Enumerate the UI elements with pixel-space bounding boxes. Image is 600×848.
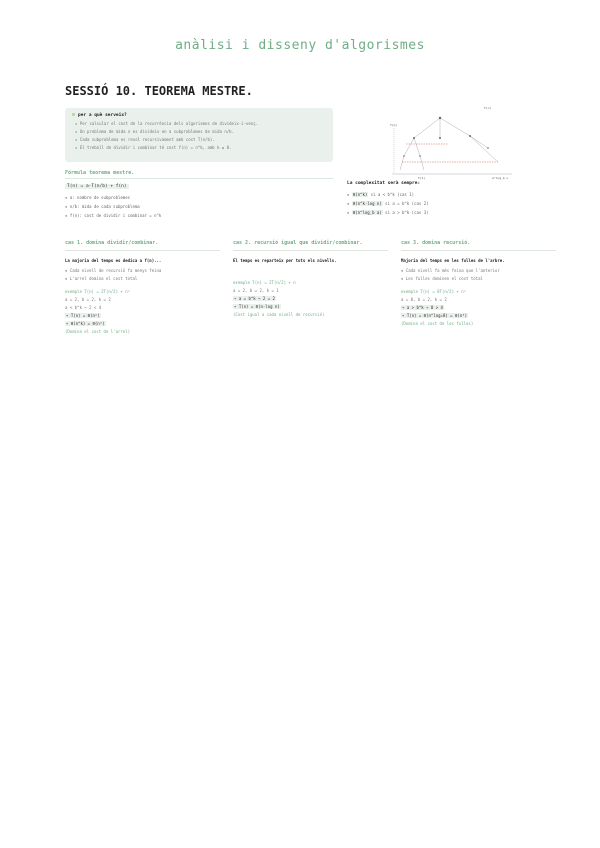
case-step: a = 8, b = 2, k = 2 xyxy=(401,297,447,302)
divider xyxy=(401,250,556,251)
case-step: a = 2, b = 2, k = 1 xyxy=(233,288,279,293)
case-2-conclusion: (Cost igual a cada nivell de recursió) xyxy=(233,312,325,317)
complexity-case: Θ(n^k·log n) xyxy=(352,201,382,206)
case-step xyxy=(233,295,388,303)
divider xyxy=(65,250,220,251)
step-highlight: → T(n) = Θ(n^log₂8) = Θ(n³) xyxy=(402,313,468,318)
diagram-leaf-label: T(1) xyxy=(418,176,426,180)
case-3-conclusion: (Domina el cost de les fulles) xyxy=(401,321,474,326)
page-title: anàlisi i disseny d'algorismes xyxy=(175,38,425,53)
case-3-heading: cas 3. domina recursió. xyxy=(401,240,471,246)
case-3-example xyxy=(401,288,556,296)
case-1-description: La majoria del temps es dedica a f(n)... xyxy=(65,258,162,263)
case-3-description: Majoria del temps en les fulles de l'arbre. xyxy=(401,258,505,263)
intro-callout xyxy=(65,108,333,162)
intro-bullet: ▪ Un problema de mida n es divideix en a subproblemes de mida n/b. xyxy=(75,128,330,136)
case-3-bullets xyxy=(401,267,556,283)
divider xyxy=(65,178,333,179)
example-label: exemple xyxy=(65,289,82,294)
case-bullet: ▪ Les fulles dominen el cost total xyxy=(401,275,556,283)
step-highlight: → Θ(n^k) = Θ(n²) xyxy=(66,321,105,326)
complexity-case: Θ(n^k) xyxy=(352,192,368,197)
divider xyxy=(233,250,388,251)
intro-bullets xyxy=(75,120,330,152)
intro-question: per a què serveix? xyxy=(72,112,127,120)
master-formula: T(n) = a·T(n/b) + f(n) xyxy=(67,184,127,189)
case-2-section xyxy=(233,240,388,319)
complexity-list xyxy=(347,190,429,217)
case-3-section xyxy=(401,240,556,328)
case-step xyxy=(401,304,556,312)
case-1-example xyxy=(65,288,220,296)
case-step: a = 2, b = 2, k = 2 xyxy=(65,297,111,302)
master-item: ▪ n/b: mida de cada subproblema xyxy=(65,202,161,211)
case-1-section xyxy=(65,240,220,336)
step-highlight: → a > b^k → 8 > 4 xyxy=(402,305,443,310)
example-label: exemple xyxy=(401,289,418,294)
case-step: a < b^k → 2 < 4 xyxy=(65,305,102,310)
case-step xyxy=(65,312,220,320)
case-bullet: ▪ Cada nivell de recursió fa menys feina xyxy=(65,267,220,275)
diagram-right-label: a^log_b n xyxy=(492,176,509,180)
case-bullet: ▪ Cada nivell fa més feina que l'anterior xyxy=(401,267,556,275)
complexity-cond: si a < b^k (cas 1) xyxy=(370,192,415,197)
intro-bullet: ▪ Cada subproblema es resol recursivament amb cost T(n/b). xyxy=(75,136,330,144)
case-step xyxy=(401,312,556,320)
case-step xyxy=(233,303,388,311)
diagram-left-label: f(n) xyxy=(390,123,398,127)
case-1-heading: cas 1. domina dividir/combinar. xyxy=(65,240,159,246)
case-1-bullets xyxy=(65,267,220,283)
complexity-case: Θ(n^log_b a) xyxy=(352,210,382,215)
case-2-heading: cas 2. recursió igual que dividir/combinar. xyxy=(233,240,363,246)
diagram-top-label: T(n) xyxy=(484,106,492,110)
example-formula: T(n) = 2T(n/2) + n xyxy=(252,280,296,285)
case-2-description: El temps es reparteix per tots els nivells. xyxy=(233,258,337,263)
master-item: ▪ a: nombre de subproblemes xyxy=(65,193,161,202)
master-item: ▪ f(n): cost de dividir i combinar = n^k xyxy=(65,211,161,220)
recursion-tree-diagram xyxy=(388,104,516,180)
complexity-item xyxy=(347,199,429,208)
master-heading: Fórmula teorema mestre. xyxy=(65,170,135,176)
example-formula: T(n) = 2T(n/2) + n² xyxy=(84,289,131,294)
case-bullet: ▪ L'arrel domina el cost total xyxy=(65,275,220,283)
step-highlight: → T(n) = Θ(n²) xyxy=(66,313,100,318)
session-title: SESSIÓ 10. TEOREMA MESTRE. xyxy=(65,84,253,98)
complexity-item xyxy=(347,190,429,199)
step-highlight: → T(n) = Θ(n·log n) xyxy=(234,304,280,309)
example-formula: T(n) = 8T(n/2) + n² xyxy=(420,289,467,294)
complexity-heading: La complexitat serà sempre: xyxy=(347,181,421,186)
case-2-example xyxy=(233,279,388,287)
intro-bullet: ▪ El treball de dividir i combinar té cost f(n) = n^k, amb k ≥ 0. xyxy=(75,144,330,152)
step-highlight: → a = b^k → 2 = 2 xyxy=(234,296,275,301)
master-list xyxy=(65,193,161,220)
example-label: exemple xyxy=(233,280,250,285)
complexity-item xyxy=(347,208,429,217)
complexity-cond: si a > b^k (cas 3) xyxy=(385,210,429,215)
case-1-conclusion: (Domina el cost de l'arrel) xyxy=(65,329,131,334)
case-step xyxy=(65,320,220,328)
complexity-cond: si a = b^k (cas 2) xyxy=(385,201,429,206)
intro-bullet: ▪ Per calcular el cost de la recurrència dels algorismes de divideix-i-venç. xyxy=(75,120,330,128)
